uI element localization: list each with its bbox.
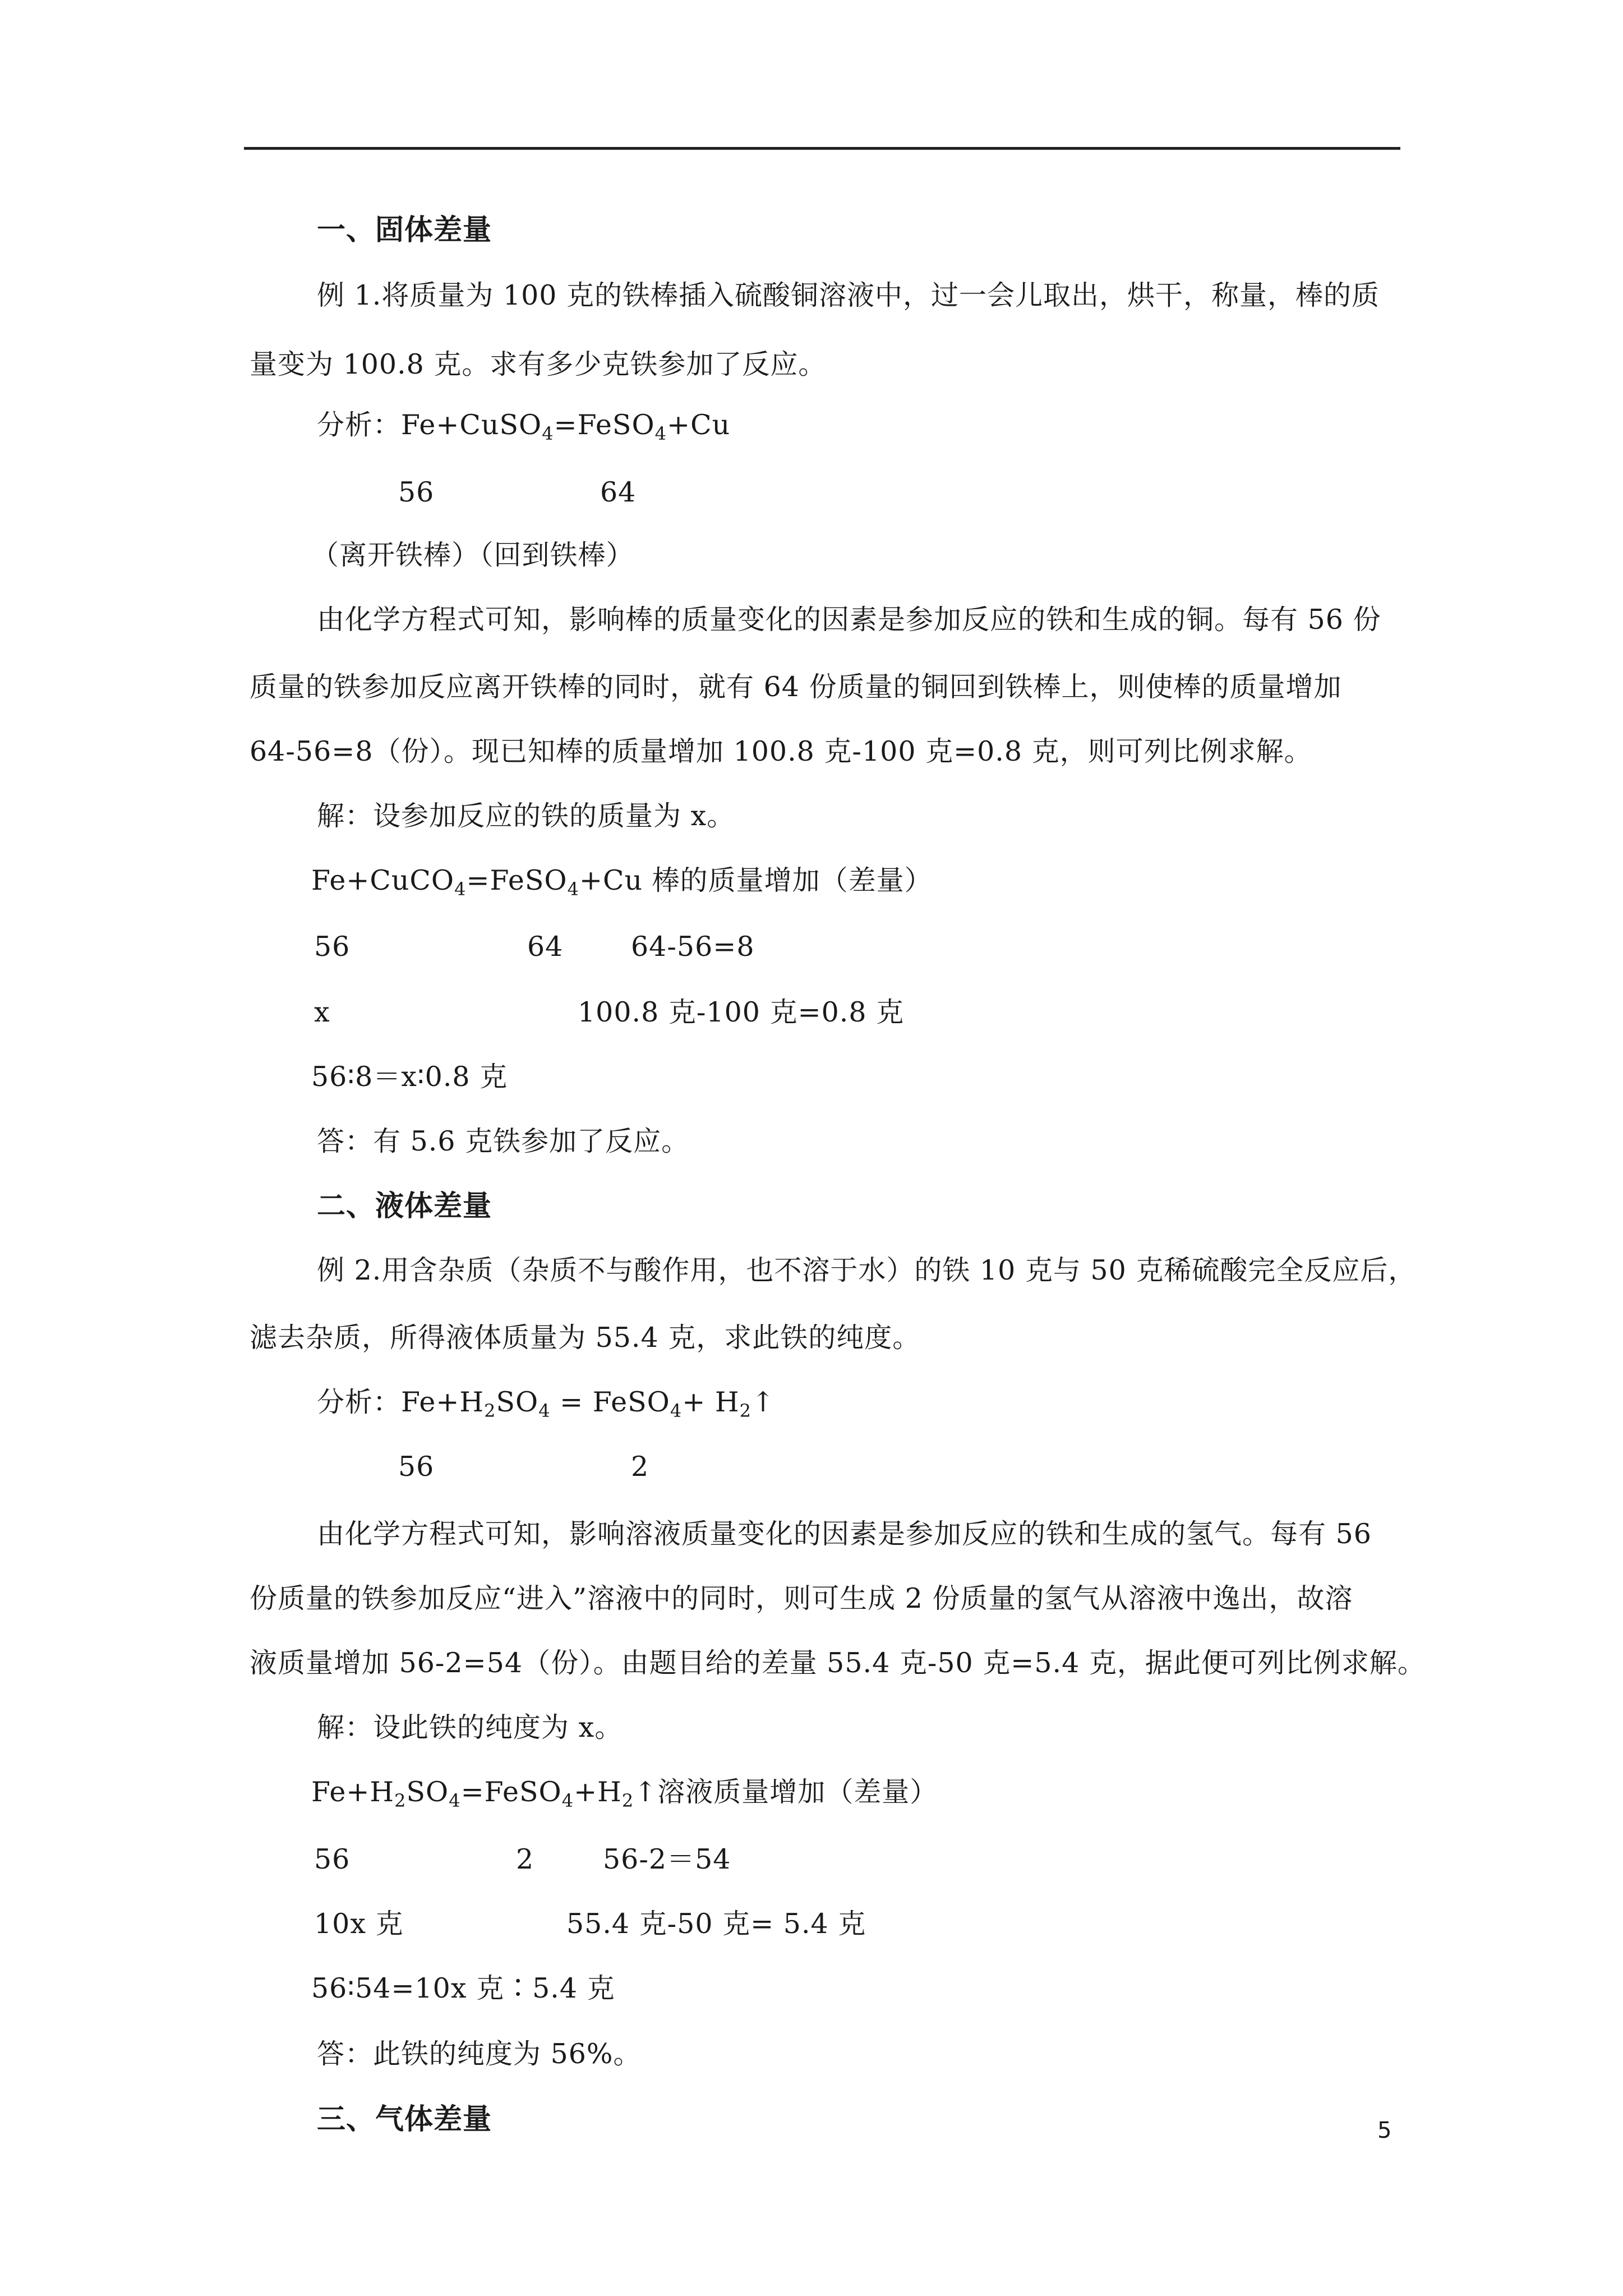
- row-value: 55.4 克-50 克= 5.4 克: [566, 1908, 866, 1940]
- analysis-1-equation: [317, 408, 730, 442]
- equation-part: ↑溶液质量增加（差量）: [634, 1776, 938, 1808]
- number-h2: 2: [631, 1451, 649, 1483]
- paragraph-2-line-3: 液质量增加 56-2=54（份）。由题目给的差量 55.4 克-50 克=5.4 克，据此便可列比例求解。: [250, 1647, 1426, 1679]
- equation-part: Fe+H: [401, 1386, 485, 1418]
- row-value: 2: [516, 1843, 534, 1875]
- answer-1: 答：有 5.6 克铁参加了反应。: [317, 1125, 690, 1157]
- equation-part: Fe+CuCO: [311, 864, 455, 896]
- example-1-line-2: 量变为 100.8 克。求有多少克铁参加了反应。: [250, 348, 827, 380]
- subscript: 2: [484, 1400, 496, 1421]
- subscript: 2: [394, 1790, 407, 1811]
- number-cu: 64: [600, 476, 637, 508]
- paragraph-1-line-2: 质量的铁参加反应离开铁棒的同时，就有 64 份质量的铜回到铁棒上，则使棒的质量增加: [250, 671, 1342, 703]
- equation-part: =FeSO: [466, 864, 568, 896]
- equation-part: + H: [682, 1386, 740, 1418]
- example-1-line-1: 例 1.将质量为 100 克的铁棒插入硫酸铜溶液中，过一会儿取出，烘干，称量，棒的质: [317, 279, 1380, 311]
- equation-part: SO: [406, 1776, 449, 1808]
- equation-part: =FeSO: [554, 409, 655, 441]
- row-value: x: [314, 996, 330, 1028]
- subscript: 4: [567, 878, 579, 900]
- row-value: 10x 克: [314, 1908, 404, 1940]
- paragraph-2-line-1: 由化学方程式可知，影响溶液质量变化的因素是参加反应的铁和生成的氢气。每有 56: [317, 1518, 1372, 1550]
- example-2-line-2: 滤去杂质，所得液体质量为 55.4 克，求此铁的纯度。: [250, 1322, 921, 1354]
- subscript: 2: [739, 1400, 751, 1421]
- row-value: 56: [314, 1843, 351, 1875]
- paragraph-1-line-1: 由化学方程式可知，影响棒的质量变化的因素是参加反应的铁和生成的铜。每有 56 份: [317, 604, 1381, 636]
- answer-2: 答：此铁的纯度为 56%。: [317, 2038, 642, 2070]
- subscript: 4: [454, 878, 467, 900]
- solution-1-equation: [311, 864, 933, 898]
- row-value: 64-56=8: [631, 931, 755, 963]
- analysis-2-equation: [317, 1386, 775, 1419]
- row-value: 100.8 克-100 克=0.8 克: [578, 996, 905, 1028]
- paragraph-1-line-3: 64-56=8（份）。现已知棒的质量增加 100.8 克-100 克=0.8 克，则可列比例求解。: [250, 735, 1312, 767]
- equation-part: +Cu: [667, 409, 731, 441]
- equation-part: +Cu 棒的质量增加（差量）: [579, 864, 933, 896]
- row-value: 64: [527, 931, 564, 963]
- equation-part: +H: [574, 1776, 622, 1808]
- solution-1-setup: 解：设参加反应的铁的质量为 x。: [317, 800, 735, 832]
- analysis-prefix: 分析：: [317, 1386, 402, 1418]
- analysis-prefix: 分析：: [317, 409, 402, 441]
- row-value: 56: [314, 931, 351, 963]
- analysis-1-labels: （离开铁棒）（回到铁棒）: [311, 539, 634, 571]
- subscript: 4: [449, 1790, 461, 1811]
- subscript: 4: [542, 423, 554, 444]
- equation-part: Fe+H: [311, 1776, 395, 1808]
- ratio-1: 56∶8＝x∶0.8 克: [311, 1061, 508, 1093]
- equation-part: =FeSO: [460, 1776, 562, 1808]
- subscript: 2: [621, 1790, 634, 1811]
- equation-part: = FeSO: [550, 1386, 670, 1418]
- subscript: 4: [538, 1400, 551, 1421]
- section-heading-liquid: 二、液体差量: [317, 1189, 492, 1223]
- number-fe: 56: [398, 476, 435, 508]
- section-heading-solid: 一、固体差量: [317, 213, 492, 247]
- header-rule: [244, 147, 1400, 150]
- subscript: 4: [654, 423, 667, 444]
- solution-2-setup: 解：设此铁的纯度为 x。: [317, 1711, 623, 1743]
- row-value: 56-2＝54: [603, 1843, 731, 1875]
- number-fe: 56: [398, 1451, 435, 1483]
- section-heading-gas: 三、气体差量: [317, 2102, 492, 2136]
- page-number: 5: [1377, 2118, 1392, 2143]
- paragraph-2-line-2: 份质量的铁参加反应“进入”溶液中的同时，则可生成 2 份质量的氢气从溶液中逸出，故溶: [250, 1582, 1353, 1614]
- solution-2-equation: [311, 1775, 938, 1809]
- subscript: 4: [561, 1790, 574, 1811]
- equation-part: SO: [496, 1386, 539, 1418]
- ratio-2: 56∶54=10x 克∶5.4 克: [311, 1972, 615, 2004]
- example-2-line-1: 例 2.用含杂质（杂质不与酸作用，也不溶于水）的铁 10 克与 50 克稀硫酸完全反应后，: [317, 1254, 1417, 1286]
- equation-part: ↑: [751, 1386, 776, 1418]
- equation-part: Fe+CuSO: [401, 409, 542, 441]
- subscript: 4: [670, 1400, 683, 1421]
